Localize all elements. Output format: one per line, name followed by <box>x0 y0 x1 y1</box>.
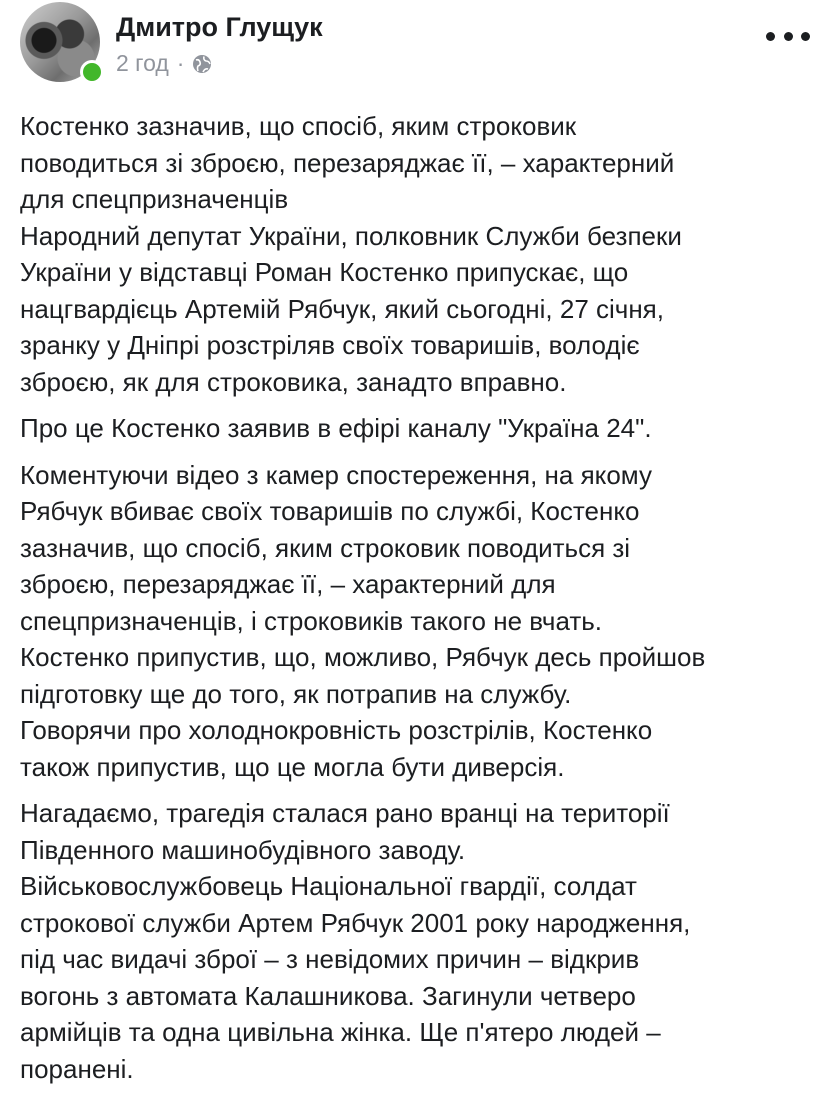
more-horizontal-icon <box>784 32 793 41</box>
text-line: Говорячи про холоднокровність розстрілів, Костенко <box>20 715 653 745</box>
text-line: Коментуючи відео з камер спостереження, на якому <box>20 459 652 490</box>
text-line: під час видачі зброї – з невідомих причин – відкрив <box>20 944 640 974</box>
text-line: зброєю, перезаряджає її, – характерний для <box>20 569 556 599</box>
text-line: для спецпризначенців <box>20 184 289 214</box>
text-line: Про це Костенко заявив в ефірі каналу "Україна 24". <box>20 413 652 443</box>
text-line: Костенко зазначив, що спосіб, яким строковик <box>20 111 577 141</box>
text-line: вогонь з автомата Калашникова. Загинули четверо <box>20 980 636 1011</box>
text-line: Південного машинобудівного заводу. <box>20 834 466 865</box>
text-line: зброєю, як для строковика, занадто вправно. <box>20 366 567 397</box>
text-line: Військовослужбовець Національної гвардії, солдат <box>20 871 637 901</box>
text-line: Народний депутат України, полковник Служби безпеки <box>20 220 682 251</box>
text-line: поводиться зі зброєю, перезаряджає її, – характерний <box>20 147 675 178</box>
text-line: зранку у Дніпрі розстріляв своїх товаришів, володіє <box>20 330 640 360</box>
text-line: поранені. <box>20 1053 134 1084</box>
author-name[interactable]: Дмитро Глущук <box>116 12 323 42</box>
more-options-button[interactable] <box>766 26 810 46</box>
text-line: Костенко припустив, що, можливо, Рябчук десь пройшов <box>20 642 706 672</box>
post-header <box>20 0 810 84</box>
text-line: Нагадаємо, трагедія сталася рано вранці на території <box>20 798 670 828</box>
globe-icon[interactable] <box>192 54 212 74</box>
text-line: строкової служби Артем Рябчук 2001 року народження, <box>20 907 691 938</box>
paragraph-1 <box>20 108 810 400</box>
text-line: нацгвардієць Артемій Рябчук, який сьогодні, 27 січня, <box>20 293 664 324</box>
text-line: армійців та одна цивільна жінка. Ще п'ятеро людей – <box>20 1017 661 1047</box>
post-body <box>20 108 810 1097</box>
text-line: Рябчук вбиває своїх товаришів по службі, Костенко <box>20 496 640 526</box>
paragraph-3 <box>20 457 810 786</box>
meta-separator: · <box>176 50 185 76</box>
more-horizontal-icon <box>801 32 810 41</box>
text-line: також припустив, що це могла бути диверсія. <box>20 751 565 782</box>
text-line: підготовку ще до того, як потрапив на службу. <box>20 678 572 709</box>
paragraph-4 <box>20 795 810 1087</box>
online-status-dot <box>80 60 104 84</box>
more-horizontal-icon <box>766 32 775 41</box>
text-line: зазначив, що спосіб, яким строковик поводиться зі <box>20 532 631 563</box>
text-line: України у відставці Роман Костенко припускає, що <box>20 257 629 287</box>
text-line: спецпризначенців, і строковиків такого не вчать. <box>20 605 603 636</box>
post-time[interactable]: 2 год <box>116 50 169 76</box>
post-meta <box>116 50 212 77</box>
paragraph-2 <box>20 410 810 447</box>
